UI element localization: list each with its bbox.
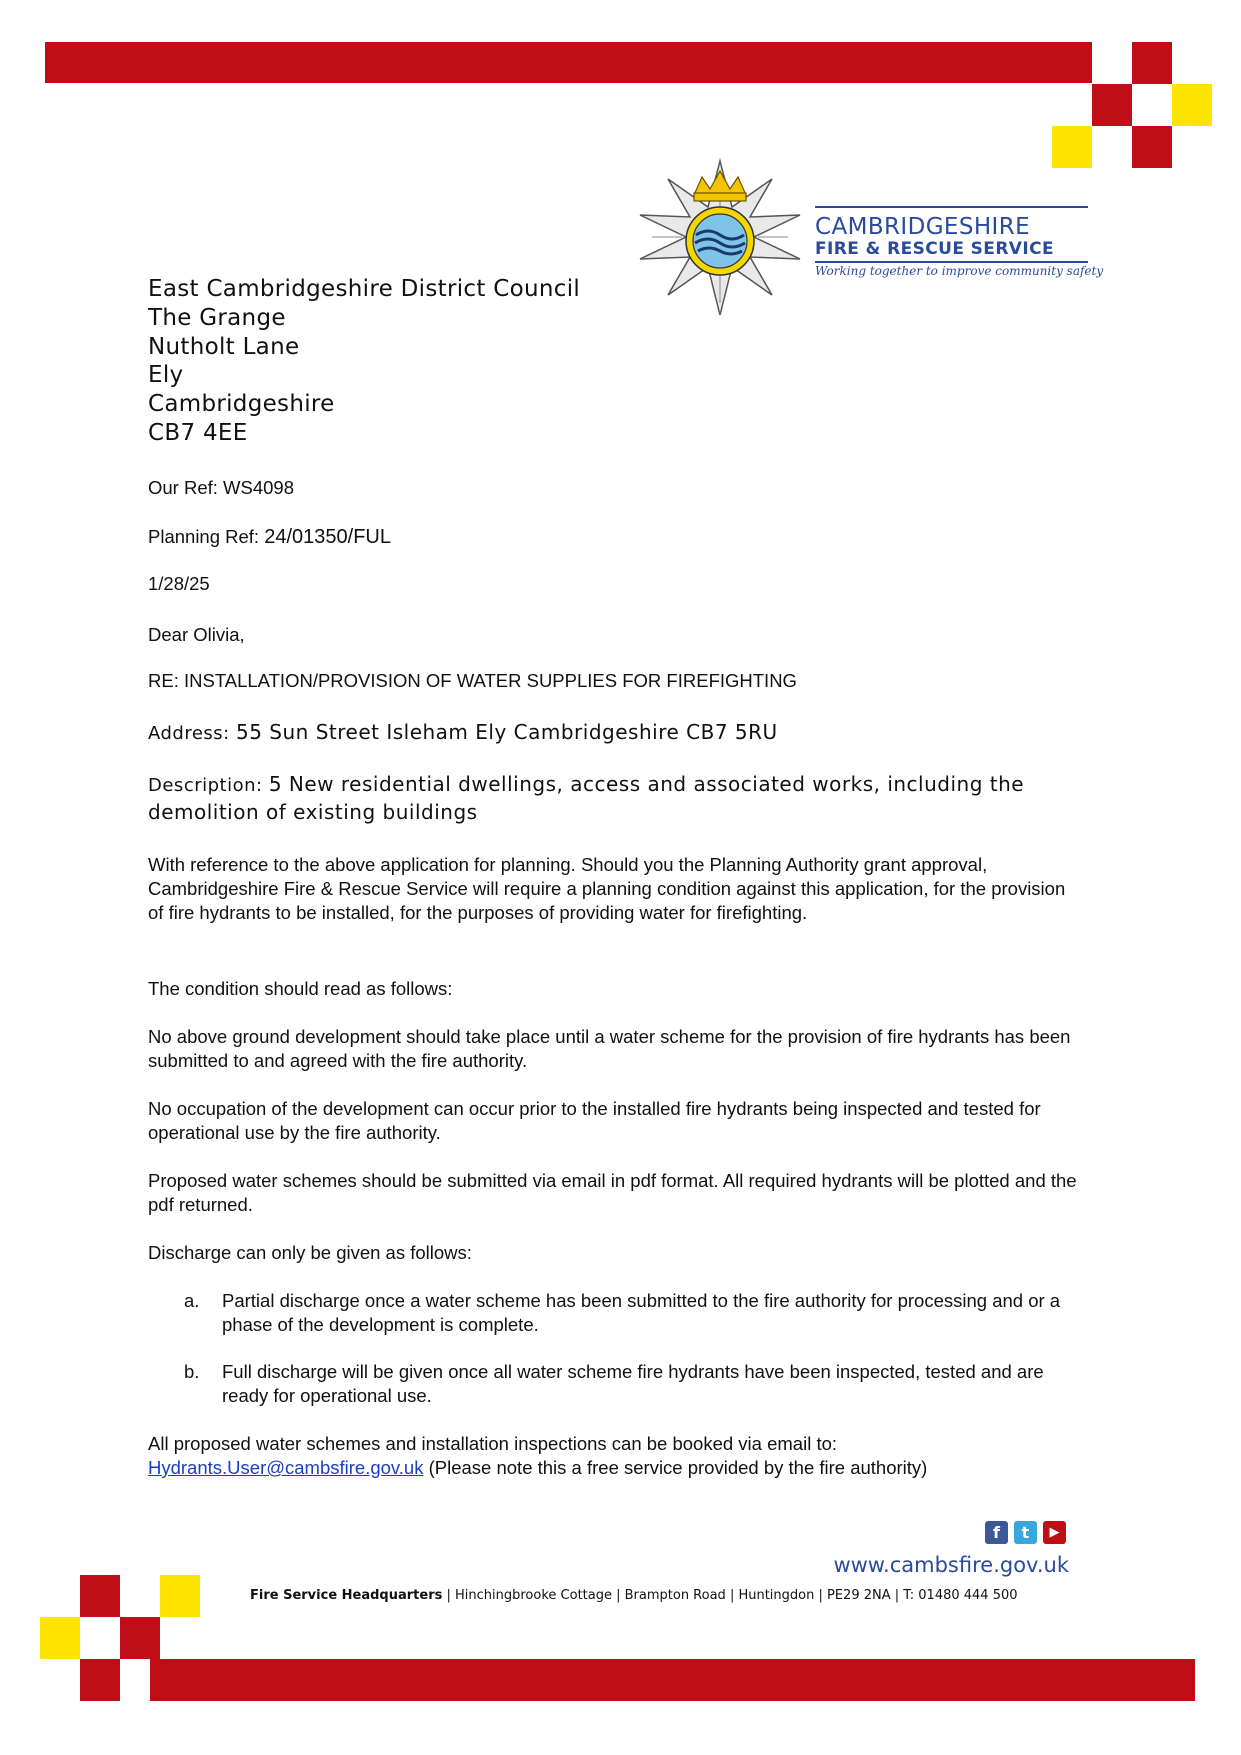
footer-checker-yellow-2 bbox=[40, 1617, 80, 1659]
paragraph-schemes: Proposed water schemes should be submitted via email in pdf format. All required hydrants will be plotted and the pdf returned. bbox=[148, 1170, 1077, 1215]
address-line: East Cambridgeshire District Council bbox=[148, 276, 581, 302]
list-marker: a. bbox=[184, 1290, 200, 1311]
recipient-address bbox=[148, 275, 580, 448]
address-line: The Grange bbox=[148, 304, 286, 331]
facebook-icon[interactable]: f bbox=[985, 1521, 1008, 1544]
email-link[interactable]: Hydrants.User@cambsfire.gov.uk bbox=[148, 1457, 424, 1478]
footer-checker-red-3 bbox=[80, 1659, 120, 1701]
logo-rule-top bbox=[815, 206, 1088, 208]
planning-ref-label: Planning Ref: bbox=[148, 526, 265, 547]
closing-note: (Please note this a free service provided by the fire authority) bbox=[423, 1457, 928, 1478]
planning-ref-value: 24/01350/FUL bbox=[264, 526, 391, 548]
twitter-icon[interactable]: t bbox=[1014, 1521, 1037, 1544]
footer-hq-label: Fire Service Headquarters bbox=[250, 1588, 443, 1603]
header-checker-yellow-2 bbox=[1052, 126, 1092, 168]
logo-subtitle: FIRE & RESCUE SERVICE bbox=[815, 239, 1054, 259]
footer-address bbox=[250, 1588, 1018, 1603]
closing-contact bbox=[148, 1456, 1078, 1480]
crest-logo bbox=[632, 155, 808, 321]
crown-icon bbox=[694, 171, 746, 201]
paragraph-condition-2: No occupation of the development can occur prior to the installed fire hydrants being inspected and tested for operational use by the fire authority. bbox=[148, 1098, 1041, 1143]
address-line: CB7 4EE bbox=[148, 419, 248, 446]
paragraph-condition-intro: The condition should read as follows: bbox=[148, 978, 453, 999]
closing-intro: All proposed water schemes and installation inspections can be booked via email to: bbox=[148, 1433, 838, 1454]
site-address bbox=[148, 720, 1078, 746]
header-checker-red-1 bbox=[1132, 42, 1172, 84]
address-line: Nutholt Lane bbox=[148, 333, 300, 360]
footer-banner bbox=[150, 1659, 1195, 1701]
paragraph-discharge-intro: Discharge can only be given as follows: bbox=[148, 1242, 472, 1263]
planning-ref bbox=[148, 525, 391, 549]
footer-checker-red-2 bbox=[120, 1617, 160, 1659]
header-checker-red-3 bbox=[1132, 126, 1172, 168]
website-link[interactable]: www.cambsfire.gov.uk bbox=[833, 1553, 1069, 1577]
logo-title: CAMBRIDGESHIRE bbox=[815, 214, 1031, 240]
description-label: Description: bbox=[148, 775, 269, 796]
list-marker: b. bbox=[184, 1361, 200, 1382]
logo-tagline: Working together to improve community safety bbox=[815, 264, 1104, 278]
list-text: Full discharge will be given once all water scheme fire hydrants have been inspected, tested and are ready for operational use. bbox=[222, 1361, 1044, 1406]
our-ref: Our Ref: WS4098 bbox=[148, 477, 295, 498]
description bbox=[148, 771, 1078, 826]
logo-rule-bottom bbox=[815, 261, 1088, 263]
closing bbox=[148, 1432, 1078, 1480]
site-address-label: Address: bbox=[148, 723, 236, 744]
description-value: 5 New residential dwellings, access and associated works, including the demolition of existing buildings bbox=[148, 772, 1025, 824]
list-text: Partial discharge once a water scheme has been submitted to the fire authority for processing and or a phase of the development is complete. bbox=[222, 1290, 1061, 1335]
paragraph-condition-1: No above ground development should take place until a water scheme for the provision of fire hydrants has been submitted to and agreed with the fire authority. bbox=[148, 1026, 1071, 1071]
salutation: Dear Olivia, bbox=[148, 624, 245, 645]
header-checker-yellow-1 bbox=[1172, 84, 1212, 126]
footer-hq-details: | Hinchingbrooke Cottage | Brampton Road | Huntingdon | PE29 2NA | T: 01480 444 500 bbox=[442, 1588, 1018, 1603]
header-checker-red-2 bbox=[1092, 84, 1132, 126]
paragraph-intro: With reference to the above application for planning. Should you the Planning Authority grant approval, Cambridgeshire Fire & Rescue Service will require a planning condition against this application, for the provision of fire hydrants to be installed, for the purposes of providing water for firefighting. bbox=[148, 854, 1066, 923]
header-banner bbox=[45, 42, 1092, 83]
site-address-value: 55 Sun Street Isleham Ely Cambridgeshire CB7 5RU bbox=[235, 720, 778, 744]
footer-checker-yellow-1 bbox=[160, 1575, 200, 1617]
youtube-icon[interactable]: ▶ bbox=[1043, 1521, 1066, 1544]
letter-date: 1/28/25 bbox=[148, 573, 210, 594]
address-line: Cambridgeshire bbox=[148, 391, 335, 418]
re-line: RE: INSTALLATION/PROVISION OF WATER SUPPLIES FOR FIREFIGHTING bbox=[148, 670, 797, 691]
footer-checker-red-1 bbox=[80, 1575, 120, 1617]
address-line: Ely bbox=[148, 362, 184, 389]
